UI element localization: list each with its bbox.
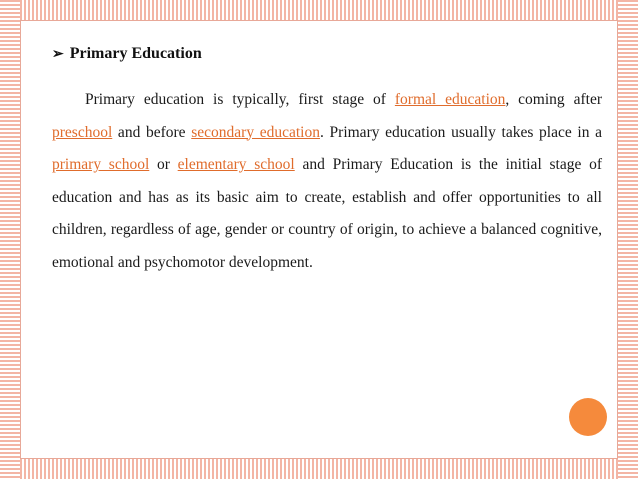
link-elementary-school[interactable]: elementary school <box>177 156 295 173</box>
paragraph-text: or <box>149 156 178 173</box>
bottom-stripe-border <box>0 459 638 479</box>
heading-text: Primary Education <box>69 45 202 62</box>
top-stripe-border <box>0 0 638 20</box>
body-paragraph <box>52 84 602 279</box>
orange-circle-decoration <box>569 398 607 436</box>
link-primary-school[interactable]: primary school <box>52 156 150 173</box>
paragraph-text: Primary education is typically, first stage of <box>85 91 395 108</box>
paragraph-text: and before <box>112 123 192 141</box>
slide-heading <box>52 45 202 63</box>
paragraph-text: and Primary Education is the initial stage of education and has as its basic aim to create, establish and offer opportunities to all children, regardless of age, gender or country of origin, to achieve a balanced cognitive, emotional and psychomotor development. <box>52 156 602 271</box>
link-preschool[interactable]: preschool <box>52 123 113 141</box>
link-formal-education[interactable]: formal education <box>394 91 506 108</box>
arrow-bullet-icon: ➢ <box>52 46 64 62</box>
link-secondary-education[interactable]: secondary education <box>191 123 320 141</box>
right-stripe-border <box>618 0 638 479</box>
paragraph-text: . Primary education usually takes place in a <box>320 123 602 141</box>
paragraph-text: , coming after <box>505 91 602 108</box>
left-stripe-border <box>0 0 20 479</box>
